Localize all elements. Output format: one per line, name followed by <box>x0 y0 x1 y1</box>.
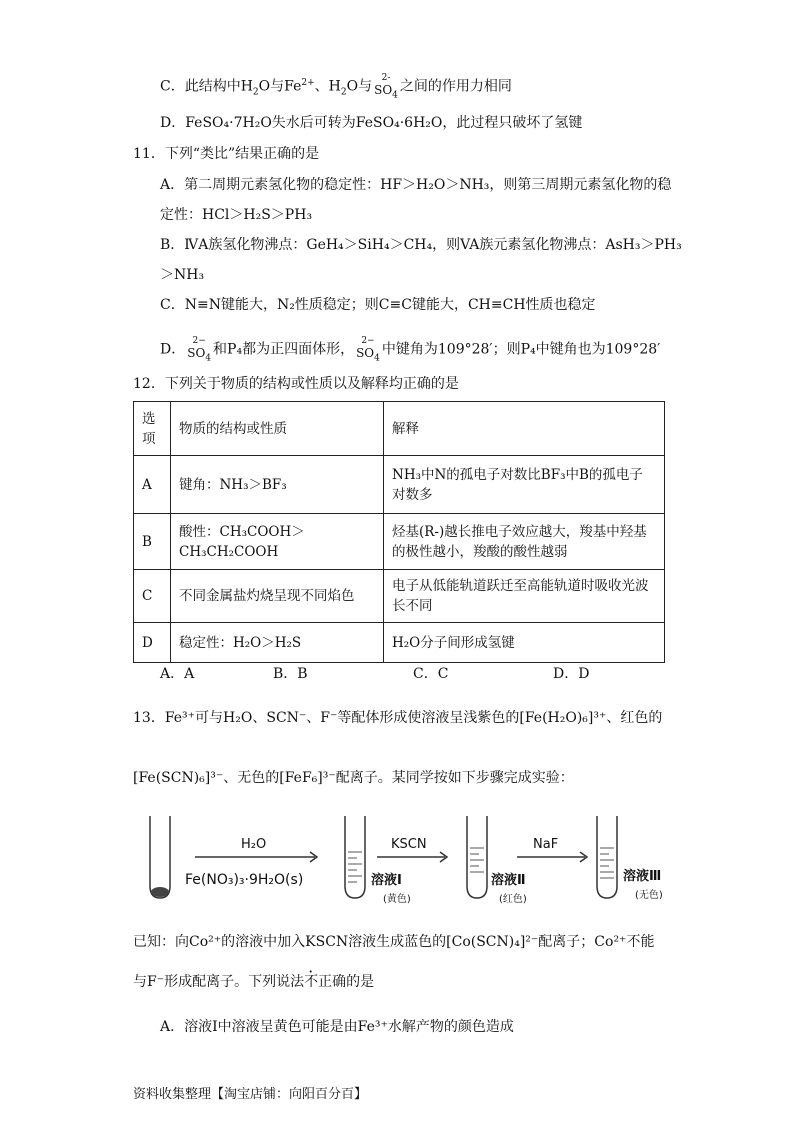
table-header-cell: 解释 <box>384 402 665 456</box>
sulfate-ion-formula: 2- $SO_4$ <box>374 73 398 101</box>
q13-stem-line2: [Fe(SCN)₆]³⁻、无色的[FeF₆]³⁻配离子。某同学按如下步骤完成实验： <box>133 770 574 786</box>
solution-3-label: 溶液Ⅲ <box>623 869 662 884</box>
q10-option-d: D．FeSO₄·7H₂O失水后可转为FeSO₄·6H₂O，此过程只破坏了氢键 <box>160 115 583 131</box>
q11-option-b-line2: ＞NH₃ <box>160 267 205 283</box>
test-tube-4-icon <box>597 816 617 898</box>
table-row <box>134 623 665 663</box>
table-cell-option: B <box>134 514 171 570</box>
table-cell-explanation: NH₃中N的孤电子对数比BF₃中B的孤电子对数多 <box>384 456 665 514</box>
table-cell-property: 键角：NH₃＞BF₃ <box>171 456 384 514</box>
q12-choice-b: B．B <box>273 666 308 682</box>
q11-option-d: D． 2− $SO_4$和P₄都为正四面体形， 2− $SO_4$中键角为109°28′；则P₄中键角也为109°28′ <box>160 336 661 364</box>
experiment-diagram <box>145 812 685 912</box>
reagent-1-label: H₂O <box>241 837 267 852</box>
table-cell-property: 稳定性：H₂O＞H₂S <box>171 623 384 663</box>
solution-1-label: 溶液Ⅰ <box>371 873 402 888</box>
sulfate-ion-formula: 2− $SO_4$ <box>187 336 212 364</box>
q12-choice-a: A．A <box>160 666 195 682</box>
q11-option-a-line1: A．第二周期元素氢化物的稳定性：HF＞H₂O＞NH₃，则第三周期元素氢化物的稳 <box>160 177 672 193</box>
solution-2-color: (红色) <box>499 894 527 905</box>
q11-option-c: C．N≡N键能大，N₂性质稳定；则C≡C键能大，CH≡CH性质也稳定 <box>160 297 596 313</box>
q13-option-a: A．溶液Ⅰ中溶液呈黄色可能是由Fe³⁺水解产物的颜色造成 <box>160 1019 514 1035</box>
table-header-cell: 选项 <box>134 402 171 456</box>
table-row <box>134 570 665 623</box>
table-cell-property: 酸性：CH₃COOH＞CH₃CH₂COOH <box>171 514 384 570</box>
solution-3-color: (无色) <box>635 890 663 901</box>
table-row <box>134 456 665 514</box>
emphasized-not-correct: 不正确 <box>304 974 347 990</box>
q12-table <box>133 401 665 663</box>
table-cell-option: D <box>134 623 171 663</box>
solid-label: Fe(NO₃)₃·9H₂O(s) <box>185 872 304 888</box>
table-cell-explanation: 烃基(R-)越长推电子效应越大，羧基中羟基的极性越小，羧酸的酸性越弱 <box>384 514 665 570</box>
q10-option-c: C．此结构中$H_2O$与$Fe^{2+}$、$H_2O$与 2- $SO_4$之间的作用力相同 <box>160 73 512 101</box>
reagent-2-label: KSCN <box>391 837 427 852</box>
footer-source: 资料收集整理【淘宝店铺：向阳百分百】 <box>133 1087 368 1102</box>
test-tube-3-icon <box>467 816 487 898</box>
q11-option-b-line1: B．ⅣA族氢化物沸点：GeH₄＞SiH₄＞CH₄，则VA族元素氢化物沸点：AsH₃＞PH₃ <box>160 237 682 253</box>
q12-choice-d: D．D <box>553 666 590 682</box>
table-cell-explanation: H₂O分子间形成氢键 <box>384 623 665 663</box>
table-header-row <box>134 402 665 456</box>
table-row <box>134 514 665 570</box>
q13-known-line2: 与F⁻形成配离子。下列说法不正确的是 <box>133 974 375 990</box>
table-header-cell: 物质的结构或性质 <box>171 402 384 456</box>
test-tube-1-icon <box>150 816 170 898</box>
q12-stem: 12．下列关于物质的结构或性质以及解释均正确的是 <box>133 376 459 392</box>
solution-1-color: (黄色) <box>383 894 411 905</box>
q11-stem: 11．下列“类比”结果正确的是 <box>133 146 320 162</box>
sulfate-ion-formula: 2− $SO_4$ <box>356 336 380 364</box>
reagent-3-label: NaF <box>533 837 559 852</box>
q13-stem-line1: 13．Fe³⁺可与H₂O、SCN⁻、F⁻等配体形成使溶液呈浅紫色的[Fe(H₂O)₆]³⁺、红色的 <box>133 710 663 726</box>
q13-known-line1: 已知：向Co²⁺的溶液中加入KSCN溶液生成蓝色的[Co(SCN)₄]²⁻配离子；Co²⁺不能 <box>133 934 655 950</box>
q12-choice-c: C．C <box>413 666 449 682</box>
test-tube-2-icon <box>345 816 365 898</box>
q11-option-a-line2: 定性：HCl＞H₂S＞PH₃ <box>160 207 313 223</box>
table-cell-option: A <box>134 456 171 514</box>
table-cell-property: 不同金属盐灼烧呈现不同焰色 <box>171 570 384 623</box>
solid-sample-icon <box>151 887 169 897</box>
ferric-ion-formula: Fe³⁺ <box>357 1019 388 1035</box>
table-cell-explanation: 电子从低能轨道跃迁至高能轨道时吸收光波长不同 <box>384 570 665 623</box>
solution-2-label: 溶液Ⅱ <box>491 873 526 888</box>
table-cell-option: C <box>134 570 171 623</box>
